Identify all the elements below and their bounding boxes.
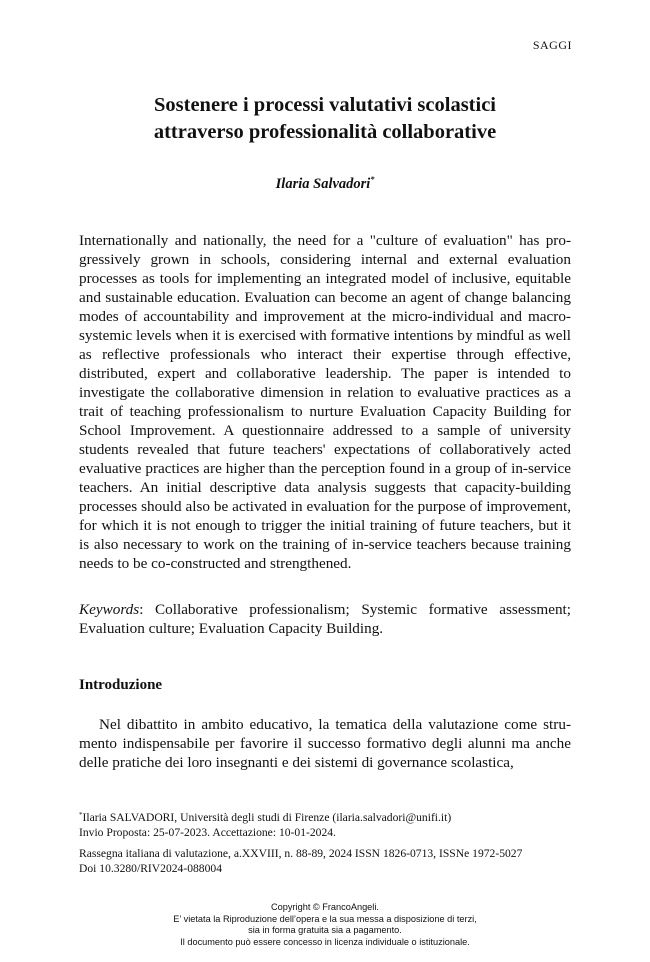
copyright-notice — [0, 902, 650, 948]
abstract: Internationally and nationally, the need for a "culture of evaluation" has progressively grown in schools, considering internal and external evaluation processes as tools for implementing an integrated model of inclusive, equitable and sustainable education. Evaluation can become an agent of change balancing modes of accountability and improvement at the micro-individual and macro-systemic levels when it is exercised with formative intentions by mindful as well as reflective professionals who interact their expertise through effective, distributed, expert and collaborative leadership. The paper is intended to investigate the collaborative dimension in relation to evaluative practices as a trait of teaching professionalism to nurture Evaluation Capacity Building for School Improvement. A questionnaire addressed to a sample of university students revealed that future teachers' expectations of collaboratively acted evaluative practices are higher than the perception found in a group of in-service teachers. An initial descriptive data analysis suggests that capacity-building processes should also be activated in evaluation for the purpose of improvement, for which it is not enough to trigger the initial training of future teachers, but it is also necessary to work on the training of in-service teachers because training needs to be co-constructed and strengthened. — [79, 232, 571, 572]
article-title-line-1: Sostenere i processi valutativi scolastici — [153, 94, 496, 116]
footnote-affiliation-text: Ilaria SALVADORI, Università degli studi di Firenze (ilaria.salvadori@unifi.it) — [82, 811, 452, 824]
keywords-label: Keywords — [79, 601, 140, 618]
footnote-doi: Doi 10.3280/RIV2024-088004 — [79, 862, 222, 875]
footnote-dates: Invio Proposta: 25-07-2023. Accettazione: 10-01-2024. — [79, 826, 336, 839]
article-title — [60, 92, 590, 146]
footnotes — [79, 808, 579, 876]
footnote-mark: * — [79, 811, 83, 819]
copyright-line-1: Copyright © FrancoAngeli. — [271, 902, 379, 912]
keywords — [79, 600, 571, 638]
keywords-list: : Collaborative professionalism; Systemic formative assessment; Evaluation culture; Evaluation Capacity Building. — [79, 601, 571, 637]
footnote-affiliation — [79, 808, 579, 825]
article-title-line-2: attraverso professionalità collaborative — [153, 121, 497, 143]
author-line — [0, 175, 650, 193]
section-heading-introduzione: Introduzione — [79, 677, 163, 693]
author-footnote-mark: * — [370, 175, 375, 184]
copyright-line-3: sia in forma gratuita sia a pagamento. — [248, 925, 402, 935]
introduction-paragraph: Nel dibattito in ambito educativo, la tematica della valutazione come strumento indispensabile per favorire il successo formativo degli alunni ma anche delle pratiche dei loro insegnanti e dei sistemi di governance scolastica, — [79, 716, 571, 771]
author-name: Ilaria Salvadori — [275, 176, 371, 192]
footnote-journal: Rassegna italiana di valutazione, a.XXVIII, n. 88-89, 2024 ISSN 1826-0713, ISSNe 1972-5027 — [79, 847, 523, 860]
copyright-line-2: E’ vietata la Riproduzione dell’opera e la sua messa a disposizione di terzi, — [173, 913, 477, 924]
section-label: SAGGI — [532, 38, 572, 52]
copyright-line-4: Il documento può essere concesso in licenza individuale o istituzionale. — [180, 936, 470, 947]
